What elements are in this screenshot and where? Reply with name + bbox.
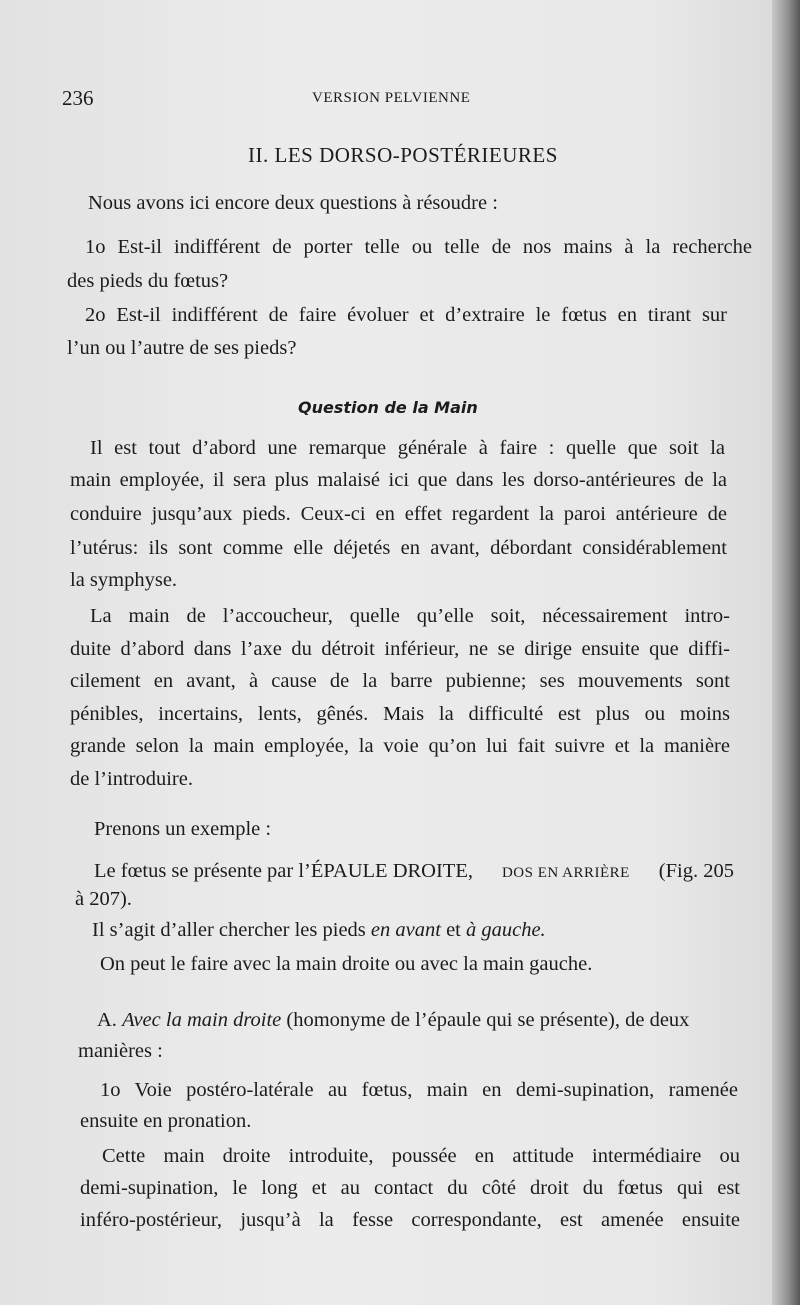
- para2-line-4: pénibles, incertains, lents, gênés. Mais la difficulté est plus ou moins: [70, 703, 730, 725]
- final-para-line-2: demi-supination, le long et au contact du côté droit du fœtus qui est: [80, 1177, 740, 1199]
- para1-line-2: main employée, il sera plus malaisé ici que dans les dorso-antérieures de la: [70, 469, 727, 491]
- para2-line-2: duite d’abord dans l’axe du détroit inférieur, ne se dirige ensuite que diffi-: [70, 638, 730, 660]
- section-a-italic: Avec la main droite: [122, 1009, 282, 1031]
- example-line-4-and: et: [446, 919, 461, 941]
- para2-line-3: cilement en avant, à cause de la barre pubienne; ses mouvements sont: [70, 670, 730, 692]
- example-line-2-figref: (Fig. 205: [658, 860, 734, 882]
- example-line-5: On peut le faire avec la main droite ou avec la main gauche.: [100, 953, 593, 975]
- item-1-line-1: 1o Voie postéro-latérale au fœtus, main en demi-supination, ramenée: [100, 1079, 738, 1101]
- section-a-line-2: manières :: [78, 1040, 163, 1062]
- para2-line-6: de l’introduire.: [70, 768, 193, 790]
- para1-line-3: conduire jusqu’aux pieds. Ceux-ci en effet regardent la paroi antérieure de: [70, 503, 727, 525]
- para1-line-1: Il est tout d’abord une remarque générale à faire : quelle que soit la: [90, 437, 725, 459]
- question-1-line-2: des pieds du fœtus?: [67, 270, 229, 292]
- final-para-line-3: inféro-postérieur, jusqu’à la fesse correspondante, est amenée ensuite: [80, 1209, 740, 1231]
- example-line-4-italic-1: en avant: [370, 919, 441, 941]
- running-title: VERSION PELVIENNE: [312, 90, 471, 106]
- intro-line: Nous avons ici encore deux questions à résoudre :: [88, 192, 498, 214]
- section-a-line-1: [97, 1005, 689, 1036]
- example-line-1: Prenons un exemple :: [94, 818, 272, 840]
- example-line-2: [94, 856, 734, 889]
- final-para-line-1: Cette main droite introduite, poussée en attitude intermédiaire ou: [102, 1145, 740, 1167]
- para2-line-1: La main de l’accoucheur, quelle qu’elle soit, nécessairement intro-: [90, 605, 730, 627]
- page-number: 236: [62, 86, 94, 110]
- example-line-4-italic-2: à gauche.: [465, 919, 546, 941]
- example-line-3: à 207).: [75, 888, 132, 910]
- example-line-4: [92, 915, 546, 946]
- section-a-letter: A.: [97, 1009, 117, 1031]
- para1-line-4: l’utérus: ils sont comme elle déjetés en avant, débordant considérablement: [70, 537, 727, 559]
- example-line-2-text: Le fœtus se présente par l’ÉPAULE DROITE,: [94, 860, 473, 882]
- question-1-line-1: 1o Est-il indifférent de porter telle ou telle de nos mains à la recherche: [85, 236, 752, 258]
- para2-line-5: grande selon la main employée, la voie qu’on lui fait suivre et la manière: [70, 735, 730, 757]
- section-title: II. LES DORSO-POSTÉRIEURES: [248, 143, 558, 167]
- question-2-line-2: l’un ou l’autre de ses pieds?: [67, 337, 297, 359]
- sub-heading: Question de la Main: [298, 398, 478, 417]
- page-edge-shadow: [772, 0, 800, 1305]
- section-a-rest: (homonyme de l’épaule qui se présente), de deux: [286, 1009, 690, 1031]
- para1-line-5: la symphyse.: [70, 569, 178, 591]
- item-1-line-2: ensuite en pronation.: [80, 1110, 252, 1132]
- example-line-4-text: Il s’agit d’aller chercher les pieds: [92, 919, 366, 941]
- question-2-line-1: 2o Est-il indifférent de faire évoluer et d’extraire le fœtus en tirant sur: [85, 304, 727, 326]
- example-line-2-smallcaps: DOS EN ARRIÈRE: [501, 865, 630, 881]
